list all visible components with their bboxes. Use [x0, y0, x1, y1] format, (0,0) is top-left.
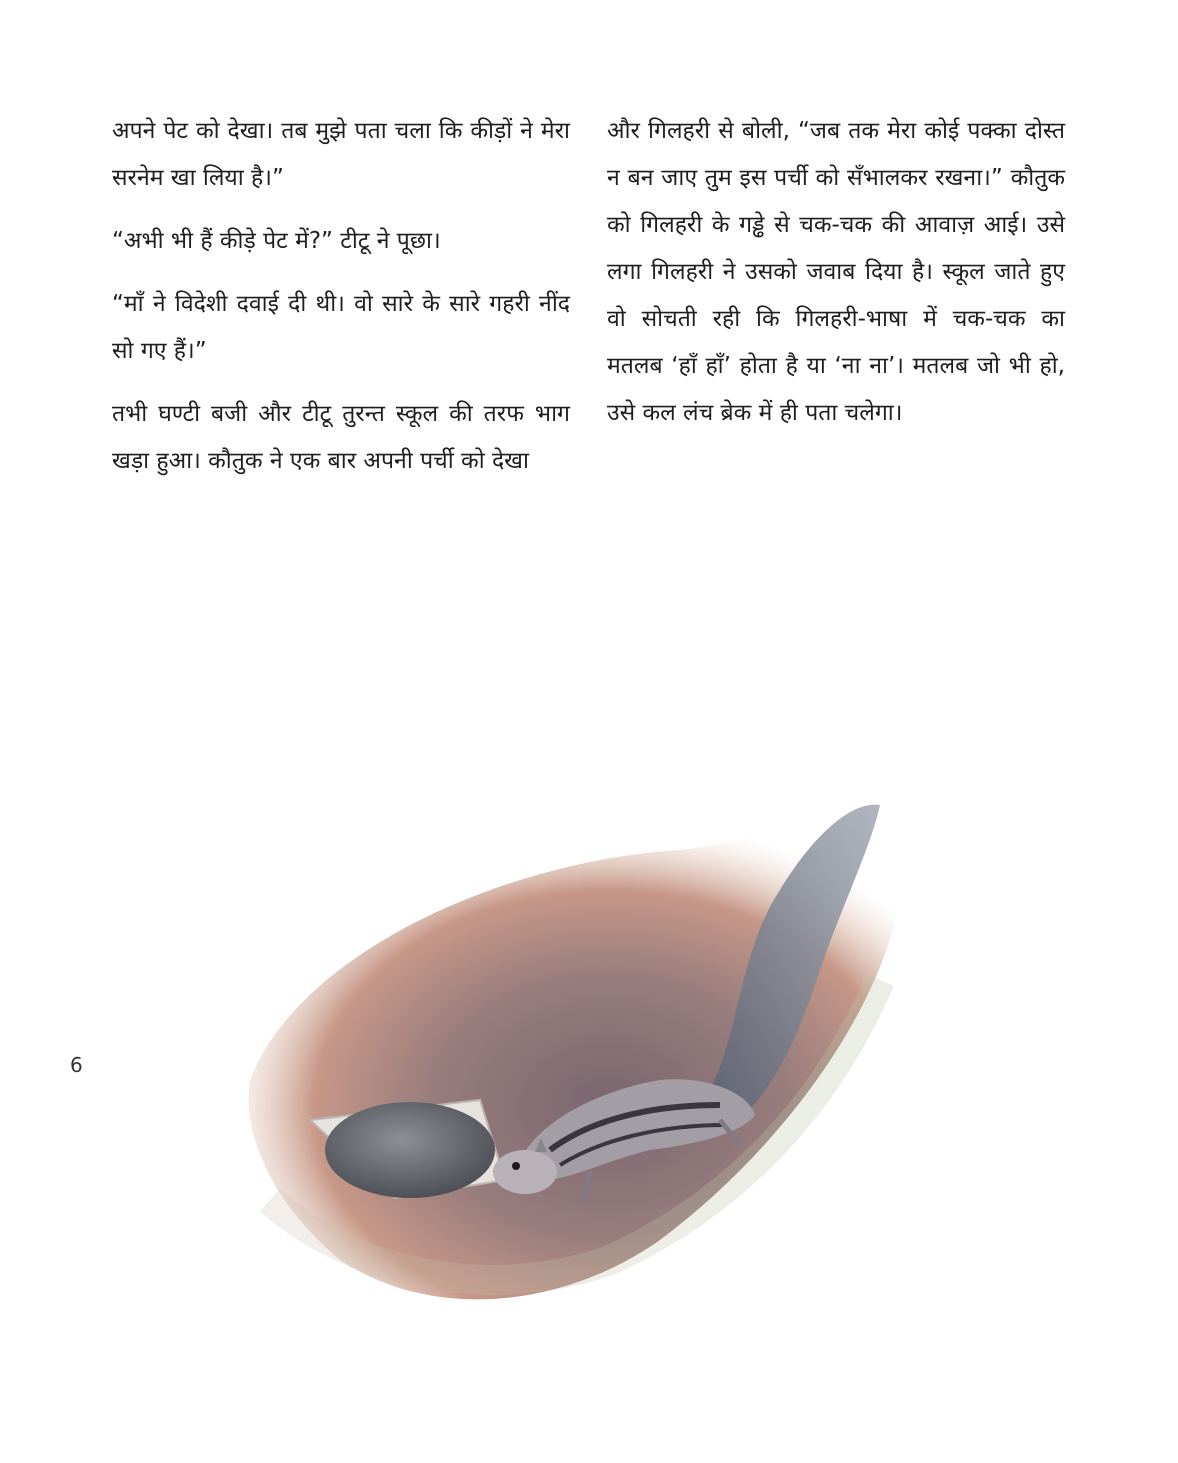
right-text-column — [607, 108, 1065, 453]
paragraph: “माँ ने विदेशी दवाई दी थी। वो सारे के सारे गहरी नींद सो गए हैं।” — [112, 291, 570, 364]
squirrel-illustration — [180, 560, 960, 1360]
left-text-column — [112, 108, 570, 501]
paragraph: तभी घण्टी बजी और टीटू तुरन्त स्कूल की तरफ भाग खड़ा हुआ। कौतुक ने एक बार अपनी पर्ची को देखा — [112, 401, 570, 474]
page-number-label: 6 — [70, 1053, 83, 1077]
squirrel-eye — [512, 1162, 520, 1170]
paragraph: “अभी भी हैं कीड़े पेट में?” टीटू ने पूछा। — [112, 228, 441, 254]
stone — [325, 1102, 495, 1198]
squirrel-head — [493, 1150, 557, 1194]
paragraph: और गिलहरी से बोली, “जब तक मेरा कोई पक्का दोस्त न बन जाए तुम इस पर्ची को सँभालकर रखना।” कौतुक को गिलहरी के गड्ढे से चक-चक की आवाज़ आई। उसे लगा गिलहरी ने उसको जवाब दिया है। स्कूल जाते हुए वो सोचती रही कि गिलहरी-भाषा में चक-चक का मतलब ‘हाँ हाँ’ होता है या ‘ना ना’। मतलब जो भी हो, उसे कल लंच ब्रेक में ही पता चलेगा। — [607, 118, 1065, 426]
page-number — [70, 1053, 83, 1077]
paragraph: अपने पेट को देखा। तब मुझे पता चला कि कीड़ों ने मेरा सरनेम खा लिया है।” — [112, 118, 570, 191]
